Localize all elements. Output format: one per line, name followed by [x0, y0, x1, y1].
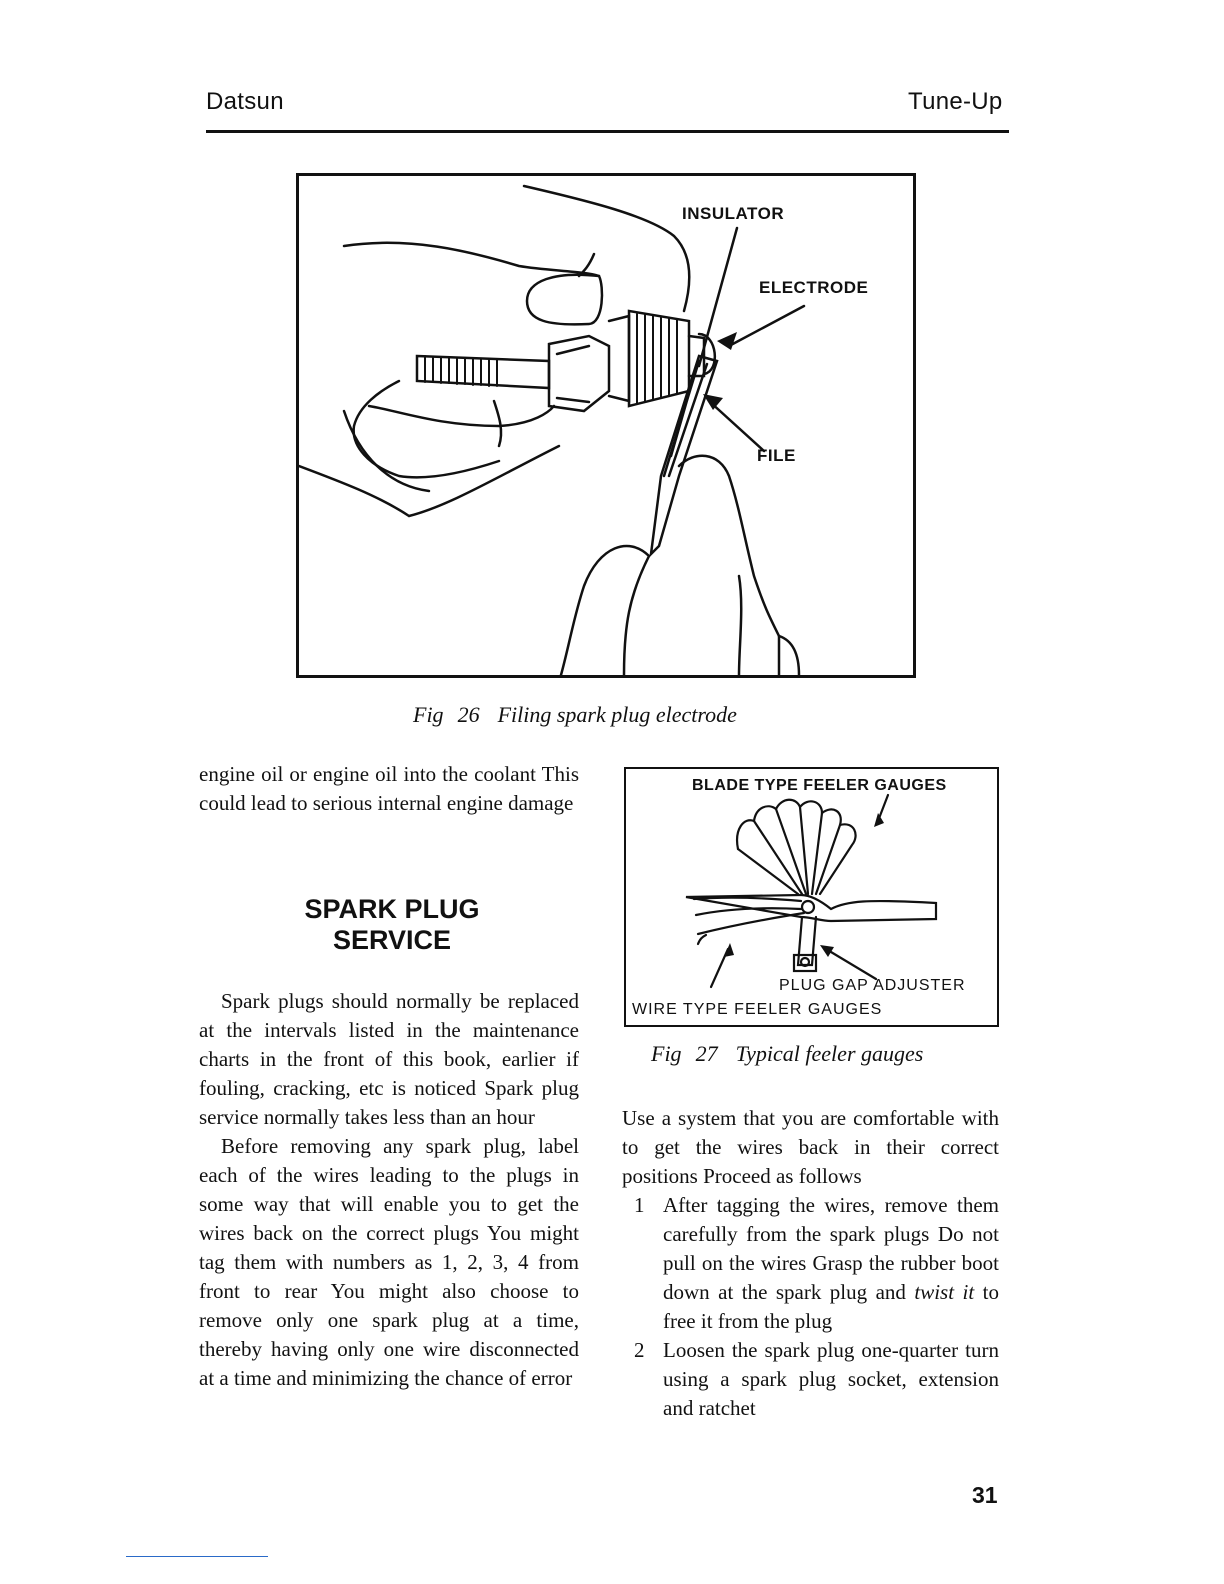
list-number: 1	[634, 1193, 645, 1217]
caption-text: Typical feeler gauges	[735, 1041, 924, 1066]
figure-27-caption	[651, 1041, 923, 1067]
paragraph-1: Spark plugs should normally be replaced at the intervals listed in the maintenance charts in the front of this book, earlier if fouling, cracking, etc is noticed Spark plug service normally takes less than an hour	[199, 989, 579, 1129]
heading-line-2: SERVICE	[332, 925, 452, 955]
label-plug-gap-adjuster: PLUG GAP ADJUSTER	[779, 977, 966, 994]
header-rule	[206, 130, 1009, 133]
intro-paragraph: engine oil or engine oil into the coolant This could lead to serious internal engine damage	[199, 762, 579, 815]
page-number: 31	[972, 1482, 998, 1508]
section-heading	[252, 894, 532, 956]
figure-26-caption	[413, 702, 737, 728]
footer-line	[126, 1556, 268, 1557]
right-column-body	[622, 1104, 999, 1423]
label-blade-gauges: BLADE TYPE FEELER GAUGES	[692, 777, 947, 794]
list-text: Loosen the spark plug one-quarter turn using a spark plug socket, extension and ratchet	[663, 1338, 999, 1420]
list-item	[622, 1191, 999, 1336]
spark-plug-illustration	[299, 176, 913, 675]
caption-number: 26	[457, 702, 480, 727]
list-text-end: to free it from the plug	[663, 1280, 999, 1333]
running-header-right: Tune-Up	[908, 88, 1003, 115]
figure-27-feeler-gauges	[624, 767, 999, 1027]
label-insulator: INSULATOR	[682, 204, 785, 223]
left-column-intro	[199, 760, 579, 818]
label-wire-gauges: WIRE TYPE FEELER GAUGES	[632, 1001, 883, 1018]
caption-number: 27	[695, 1041, 718, 1066]
list-item	[622, 1336, 999, 1423]
heading-line-1: SPARK PLUG	[304, 894, 480, 924]
paragraph-2: Before removing any spark plug, label each of the wires leading to the plugs in some way that will enable you to get the wires back on the correct plugs You might tag them with numbers as 1, 2, 3, 4 from front to rear You might also choose to remove only one spark plug at a time, thereby having only one wire disconnected at a time and minimizing the chance of error	[199, 1134, 579, 1390]
right-intro: Use a system that you are comfortable with to get the wires back in their correct positions Proceed as follows	[622, 1106, 999, 1188]
left-column-body	[199, 987, 579, 1393]
list-number: 2	[634, 1338, 645, 1362]
figure-26-spark-plug-filing	[296, 173, 916, 678]
caption-prefix: Fig	[651, 1041, 682, 1066]
list-emphasis: twist it	[914, 1280, 975, 1304]
label-electrode: ELECTRODE	[759, 278, 869, 297]
list-text: After tagging the wires, remove them carefully from the spark plugs Do not pull on the wires Grasp the rubber boot down at the spark plug and	[663, 1193, 999, 1304]
running-header-left: Datsun	[206, 88, 284, 115]
caption-prefix: Fig	[413, 702, 444, 727]
label-file: FILE	[757, 446, 796, 465]
caption-text: Filing spark plug electrode	[497, 702, 737, 727]
